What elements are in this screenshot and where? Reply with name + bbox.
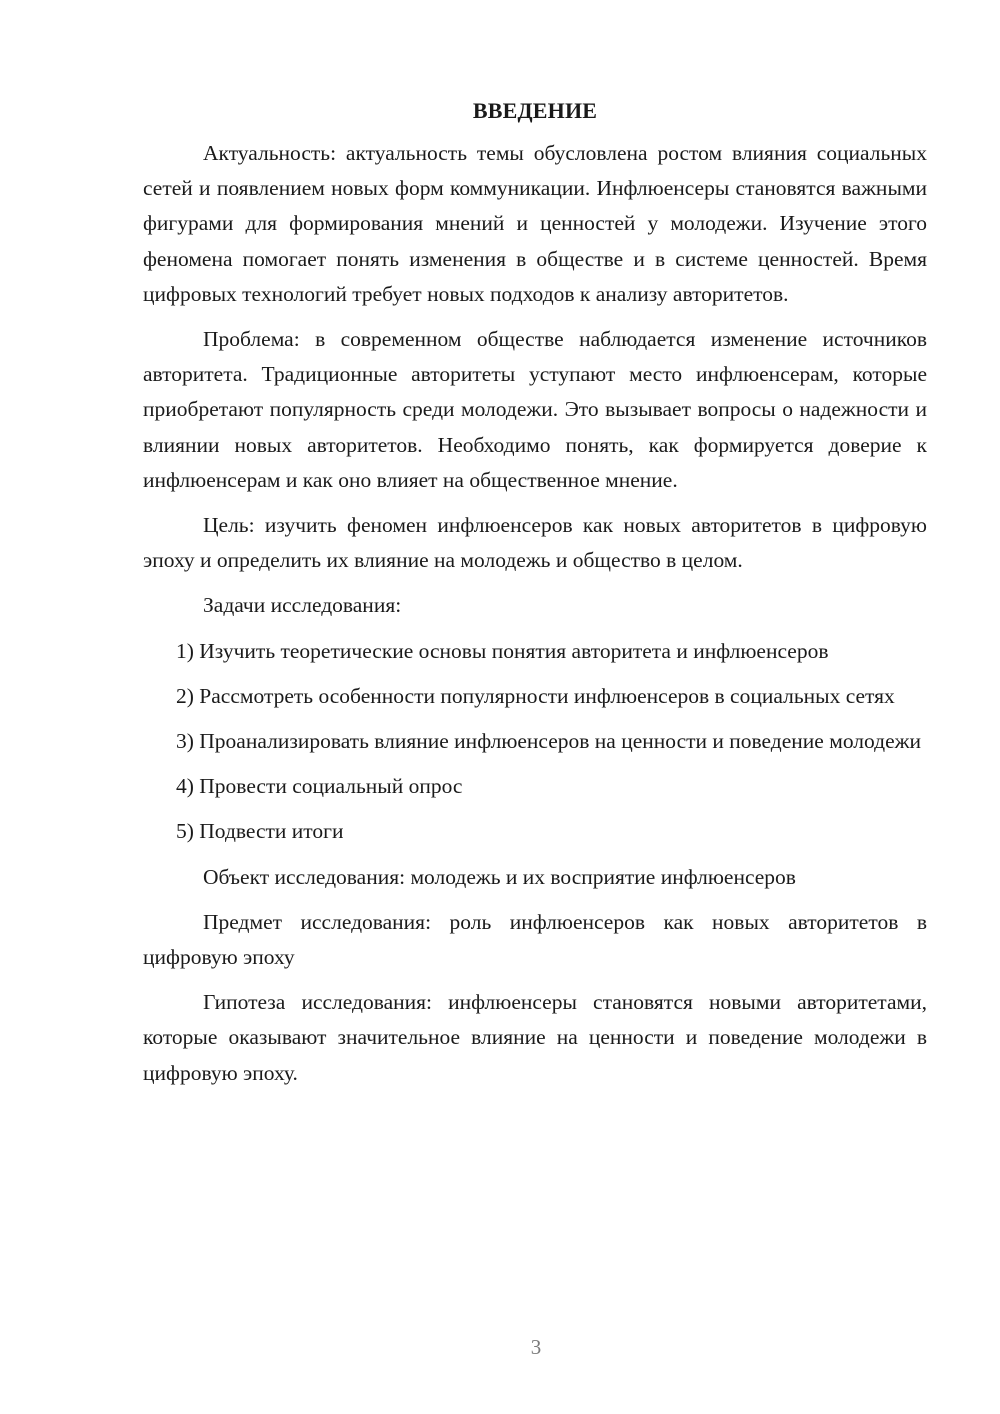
task-item-4: 4) Провести социальный опрос bbox=[176, 774, 463, 799]
object-paragraph: Объект исследования: молодежь и их восприятие инфлюенсеров bbox=[203, 864, 796, 889]
task-item-1: 1) Изучить теоретические основы понятия авторитета и инфлюенсеров bbox=[176, 638, 829, 663]
problem-paragraph: Проблема: в современном обществе наблюдается изменение источников авторитета. Традиционные авторитеты уступают место инфлюенсерам, которые приобретают популярность среди молодежи. Это вызывает вопросы о надежности и влиянии новых авторитетов. Необходимо понять, как формируется доверие к инфлюенсерам и как оно влияет на общественное мнение. bbox=[143, 327, 927, 492]
subject-paragraph: Предмет исследования: роль инфлюенсеров как новых авторитетов в цифровую эпоху bbox=[143, 909, 927, 970]
goal-paragraph: Цель: изучить феномен инфлюенсеров как новых авторитетов в цифровую эпоху и определить их влияние на молодежь и общество в целом. bbox=[143, 513, 927, 573]
page-number: 3 bbox=[530, 1335, 542, 1359]
task-item-5: 5) Подвести итоги bbox=[176, 819, 344, 844]
tasks-heading: Задачи исследования: bbox=[203, 593, 402, 618]
task-item-3: 3) Проанализировать влияние инфлюенсеров на ценности и поведение молодежи bbox=[176, 729, 921, 754]
hypothesis-paragraph: Гипотеза исследования: инфлюенсеры становятся новыми авторитетами, которые оказывают значительное влияние на ценности и поведение молодежи в цифровую эпоху. bbox=[143, 990, 927, 1085]
task-item-2: 2) Рассмотреть особенности популярности инфлюенсеров в социальных сетях bbox=[176, 683, 895, 708]
page-content bbox=[143, 96, 927, 1101]
relevance-paragraph: Актуальность: актуальность темы обусловлена ростом влияния социальных сетей и появлением новых форм коммуникации. Инфлюенсеры становятся важными фигурами для формирования мнений и ценностей у молодежи. Изучение этого феномена помогает понять изменения в обществе и в системе ценностей. Время цифровых технологий требует новых подходов к анализу авторитетов. bbox=[143, 141, 927, 306]
section-title: ВВЕДЕНИЕ bbox=[472, 98, 598, 123]
